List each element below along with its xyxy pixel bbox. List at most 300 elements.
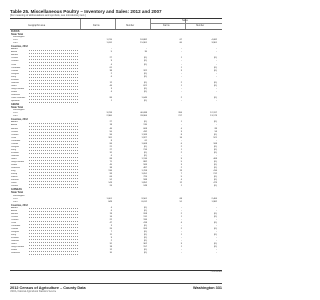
row-value-col1: 45 xyxy=(109,164,112,167)
row-value-col3: 7 xyxy=(180,173,182,176)
row-label: GEESE xyxy=(11,103,20,107)
row-value-col4: (D) xyxy=(213,215,217,218)
row-value-col3: - xyxy=(181,51,182,54)
row-value-col2: (D) xyxy=(143,75,147,78)
table-subtitle: [For meaning of abbreviations and symbols, see introductory text.] xyxy=(10,14,86,17)
row-label: Chelan xyxy=(11,215,18,218)
row-value-col1: 4 xyxy=(110,63,112,66)
row-value-col2: 8,012 xyxy=(141,200,147,203)
row-value-col2: 882 xyxy=(143,161,147,164)
row-value-col4: - xyxy=(216,206,217,209)
row-label: Jefferson xyxy=(11,252,20,255)
row-value-col2: 40,098 xyxy=(140,112,147,115)
row-label: Island xyxy=(11,249,17,252)
row-value-col1: 71 xyxy=(109,161,112,164)
row-value-col4: - xyxy=(216,231,217,234)
row-label: Clallam xyxy=(11,133,19,136)
row-value-col1: 27 xyxy=(109,121,112,124)
row-value-col1: 2 xyxy=(110,72,112,75)
row-value-col1: 27 xyxy=(109,57,112,60)
row-value-col4: (D) xyxy=(213,148,217,151)
row-label: Grant xyxy=(11,84,17,87)
header-col2: Number xyxy=(126,25,135,27)
row-value-col2: 61 xyxy=(144,139,147,142)
row-value-col3: - xyxy=(181,48,182,51)
row-label: Benton xyxy=(11,54,18,57)
row-value-col3: - xyxy=(181,139,182,142)
row-label: Cowlitz xyxy=(11,228,19,231)
row-value-col2: (D) xyxy=(143,206,147,209)
row-value-col2: 1,927 xyxy=(141,136,147,139)
header-col1: Farms xyxy=(93,25,100,27)
row-value-col1: 2,960 xyxy=(106,115,112,118)
row-value-col4: 473 xyxy=(213,182,217,185)
row-value-col2: (D) xyxy=(143,90,147,93)
row-value-col1: 2 xyxy=(110,240,112,243)
row-value-col4: 89 xyxy=(214,127,217,130)
row-value-col4: 168 xyxy=(213,142,217,145)
row-label: Columbia xyxy=(11,66,21,69)
row-value-col4: 521 xyxy=(213,136,217,139)
leader-dots xyxy=(29,254,78,255)
row-value-col4: (D) xyxy=(213,246,217,249)
row-value-col3: 2 xyxy=(180,228,182,231)
row-value-col3: 13 xyxy=(179,170,182,173)
row-value-col2: (D) xyxy=(143,249,147,252)
row-value-col4: (D) xyxy=(213,164,217,167)
row-value-col3: 5 xyxy=(180,161,182,164)
row-value-col3: - xyxy=(181,154,182,157)
row-value-col4: 4,082 xyxy=(211,39,217,42)
row-value-col3: 1 xyxy=(180,185,182,188)
row-value-col1: 143 xyxy=(108,182,112,185)
row-value-col3: 3 xyxy=(180,164,182,167)
row-value-col2: 1,134 xyxy=(141,157,147,160)
row-label: Asotin xyxy=(11,209,18,212)
row-value-col3: - xyxy=(181,225,182,227)
row-label: Douglas xyxy=(11,72,20,75)
row-value-col2: 608 xyxy=(143,127,147,130)
row-value-col3: 3 xyxy=(180,69,182,72)
row-label: Cowlitz xyxy=(11,142,19,145)
row-value-col1: 88 xyxy=(109,157,112,160)
row-value-col2: (D) xyxy=(143,151,147,154)
row-value-col3: 1 xyxy=(180,148,182,151)
row-value-col3: 68 xyxy=(179,197,182,200)
row-value-col2: 322 xyxy=(143,69,147,72)
row-value-col1: 31 xyxy=(109,243,112,246)
row-label: GUINEAS xyxy=(11,188,22,192)
row-value-col4: - xyxy=(216,249,217,252)
row-value-col4: (D) xyxy=(213,179,217,182)
row-value-col3: 1 xyxy=(180,215,182,218)
row-value-col2: (D) xyxy=(143,240,147,243)
row-value-col2: 135 xyxy=(143,124,147,127)
row-value-col3: - xyxy=(181,75,182,78)
row-value-col4: (D) xyxy=(213,234,217,237)
row-label: Asotin xyxy=(11,124,18,127)
row-label: Cowlitz xyxy=(11,69,19,72)
row-value-col4: 53 xyxy=(214,130,217,133)
row-value-col1: 11 xyxy=(109,234,112,237)
row-value-col2: (D) xyxy=(143,154,147,157)
row-value-col4: - xyxy=(216,72,217,75)
row-value-col3: 2 xyxy=(180,97,182,100)
row-value-col1: 86 xyxy=(109,97,112,100)
row-value-col3: - xyxy=(181,209,182,212)
header-sales: Sales xyxy=(182,20,188,22)
row-value-col2: 131 xyxy=(143,215,147,218)
row-value-col4: (D) xyxy=(213,221,217,224)
row-label: Clallam xyxy=(11,218,19,221)
row-value-col3: - xyxy=(181,72,182,75)
row-label: Island xyxy=(11,164,17,167)
row-label: Douglas xyxy=(11,231,20,234)
header-col3: Farms xyxy=(163,25,170,27)
row-label: Klickitat xyxy=(11,179,19,182)
row-value-col1: 7 xyxy=(110,231,112,234)
row-label: Jefferson xyxy=(11,167,20,170)
row-value-col2: 621 xyxy=(143,84,147,87)
row-value-col3: - xyxy=(181,252,182,255)
row-value-col2: (D) xyxy=(143,63,147,66)
row-value-col1: 1,215 xyxy=(106,39,112,42)
row-value-col3: - xyxy=(181,218,182,221)
row-value-col1: 12 xyxy=(109,81,112,84)
row-value-col1: 14 xyxy=(109,215,112,218)
row-value-col3: 2 xyxy=(180,167,182,170)
row-value-col1: 38 xyxy=(109,69,112,72)
row-value-col4: - xyxy=(216,154,217,157)
row-value-col1: 1,031 xyxy=(106,42,112,45)
row-value-col4: 416 xyxy=(213,170,217,173)
row-label: 2012 xyxy=(13,39,18,42)
row-value-col4: - xyxy=(216,63,217,66)
row-value-col3: - xyxy=(181,206,182,209)
row-value-col4: (D) xyxy=(213,161,217,164)
row-value-col1: 3,233 xyxy=(106,112,112,115)
row-value-col4: 13,173 xyxy=(210,115,217,118)
table-title: Table 25. Miscellaneous Poultry – Inventory and Sales: 2012 and 2007 xyxy=(10,9,162,14)
row-value-col1: 849 xyxy=(108,200,112,203)
row-value-col3: 67 xyxy=(179,39,182,42)
row-label: Adams xyxy=(11,206,18,209)
table-body xyxy=(10,30,222,255)
row-value-col3: 4 xyxy=(180,127,182,130)
row-value-col2: 1,051 xyxy=(141,173,147,176)
row-value-col2: 208 xyxy=(143,212,147,215)
row-label: State Total xyxy=(11,191,24,195)
row-label: Kitsap xyxy=(11,173,18,176)
row-label: State Total xyxy=(11,33,24,37)
row-label: Counties, 2012 xyxy=(11,45,28,49)
row-value-col3: 1 xyxy=(180,246,182,249)
row-value-col3: 1 xyxy=(180,66,182,69)
row-value-col1: 3 xyxy=(110,87,112,90)
row-value-col3: 1 xyxy=(180,84,182,87)
row-value-col2: 196 xyxy=(143,218,147,221)
row-label: Grant xyxy=(11,243,17,246)
row-value-col2: (D) xyxy=(143,237,147,240)
row-label: Spokane xyxy=(11,100,20,103)
row-value-col4: (D) xyxy=(213,228,217,231)
row-value-col2: (D) xyxy=(143,252,147,255)
row-value-col1: 18 xyxy=(109,246,112,249)
row-value-col4: (D) xyxy=(213,243,217,246)
row-value-col1: 1 xyxy=(110,100,112,103)
row-label: Kittitas xyxy=(11,176,18,179)
row-value-col3: 3 xyxy=(180,243,182,246)
row-value-col3: - xyxy=(181,240,182,243)
continued-note: --continued xyxy=(210,271,222,273)
row-value-col3: 1 xyxy=(180,57,182,60)
row-label: Garfield xyxy=(11,81,19,84)
row-value-col2: (D) xyxy=(143,145,147,148)
row-value-col1: 55 xyxy=(109,130,112,133)
row-label: DUCKS xyxy=(11,30,20,33)
row-value-col2: 1,708 xyxy=(141,170,147,173)
row-label: Ferry xyxy=(11,148,17,151)
row-value-col1: 22 xyxy=(109,218,112,221)
footer-source: 2012 Census of Agriculture – County Data xyxy=(10,286,86,290)
row-label: Jefferson xyxy=(11,93,20,96)
row-value-col4: - xyxy=(216,51,217,54)
row-value-col4: - xyxy=(216,100,217,103)
row-label: Clallam xyxy=(11,60,19,63)
row-value-col2: 1,046 xyxy=(141,97,147,100)
row-label: Clark xyxy=(11,221,17,224)
row-value-col4: 212 xyxy=(213,173,217,176)
row-value-col4: - xyxy=(216,48,217,51)
row-value-col2: 418 xyxy=(143,221,147,224)
row-value-col1: 21 xyxy=(109,145,112,148)
row-value-col2: 487 xyxy=(143,167,147,170)
row-value-col2: (D) xyxy=(143,121,147,124)
row-value-col2: 593 xyxy=(143,164,147,167)
row-label: Clark xyxy=(11,136,17,139)
row-label: Washington xyxy=(13,109,25,112)
row-value-col1: 4 xyxy=(110,206,112,209)
row-value-col1: 31 xyxy=(109,151,112,154)
table-header xyxy=(10,19,222,30)
row-value-col2: (D) xyxy=(143,234,147,237)
row-value-col4: - xyxy=(216,252,217,255)
row-value-col2: (D) xyxy=(143,225,147,227)
row-value-col2: (D) xyxy=(143,100,147,103)
row-value-col4: - xyxy=(216,225,217,227)
row-value-col3: 2 xyxy=(180,145,182,148)
row-value-col4: - xyxy=(216,60,217,63)
row-value-col3: 2 xyxy=(180,151,182,154)
row-value-col3: - xyxy=(181,60,182,63)
row-label: Ferry xyxy=(11,75,17,78)
row-value-col1: 19 xyxy=(109,212,112,215)
row-value-col3: 1 xyxy=(180,121,182,124)
row-label: Garfield xyxy=(11,240,19,243)
row-label: Asotin xyxy=(11,51,18,54)
row-label: Grays Harbor xyxy=(11,87,25,90)
row-label: Counties, 2012 xyxy=(11,118,28,122)
row-label: Benton xyxy=(11,127,18,130)
row-value-col2: 1,008 xyxy=(141,142,147,145)
row-value-col1: 94 xyxy=(109,133,112,136)
row-value-col2: (D) xyxy=(143,209,147,212)
table-row xyxy=(10,252,222,255)
footer-page-number: Washington 331 xyxy=(193,286,222,290)
row-value-col4: - xyxy=(216,75,217,78)
row-value-col3: - xyxy=(181,90,182,93)
row-label: Lincoln xyxy=(11,185,18,188)
row-value-col2: (D) xyxy=(143,57,147,60)
row-value-col4: (D) xyxy=(213,81,217,84)
row-value-col2: 35 xyxy=(144,51,147,54)
row-value-col2: 9,561 xyxy=(141,197,147,200)
row-value-col2: 598 xyxy=(143,179,147,182)
row-value-col4: (D) xyxy=(213,133,217,136)
footer-agency: USDA, National Agricultural Statistics Service xyxy=(10,291,57,293)
row-value-col1: 9 xyxy=(110,60,112,63)
row-value-col4: (D) xyxy=(213,57,217,60)
row-value-col3: 266 xyxy=(178,112,182,115)
row-value-col1: 3 xyxy=(110,225,112,227)
row-value-col1: 10 xyxy=(109,252,112,255)
row-value-col2: 1,183 xyxy=(141,133,147,136)
row-value-col2: 248 xyxy=(143,185,147,188)
row-value-col4: - xyxy=(216,90,217,93)
row-label: Garfield xyxy=(11,154,19,157)
row-value-col2: 302 xyxy=(143,243,147,246)
row-label: Columbia xyxy=(11,139,21,142)
row-value-col2: (D) xyxy=(143,72,147,75)
header-stub: Geographic area xyxy=(28,25,46,27)
row-value-col3: 217 xyxy=(178,115,182,118)
row-value-col4: - xyxy=(216,124,217,127)
row-label: 2012 xyxy=(13,197,18,200)
row-value-col3: - xyxy=(181,124,182,127)
row-value-col2: 432 xyxy=(143,130,147,133)
row-value-col4: - xyxy=(216,87,217,90)
row-value-col3: 9 xyxy=(180,157,182,160)
row-value-col1: 93 xyxy=(109,173,112,176)
row-label: Franklin xyxy=(11,237,19,240)
row-value-col3: 12 xyxy=(179,182,182,185)
row-label: 2007 xyxy=(13,115,18,118)
row-value-col2: 1,852 xyxy=(141,182,147,185)
row-value-col1: 4 xyxy=(110,90,112,93)
row-value-col4: 2,406 xyxy=(211,197,217,200)
row-value-col3: - xyxy=(181,87,182,90)
row-value-col3: 2 xyxy=(180,212,182,215)
row-label: Lewis xyxy=(11,182,17,185)
row-value-col4: - xyxy=(216,218,217,221)
row-value-col1: 6 xyxy=(110,209,112,212)
row-label: Grays Harbor xyxy=(11,246,25,249)
row-value-col1: 44 xyxy=(109,84,112,87)
row-value-col1: 8 xyxy=(110,139,112,142)
row-label: Washington xyxy=(13,36,25,39)
row-value-col2: 15,961 xyxy=(140,42,147,45)
row-label: Ferry xyxy=(11,234,17,237)
row-value-col2: 216 xyxy=(143,148,147,151)
row-value-col3: - xyxy=(181,100,182,103)
row-label: Franklin xyxy=(11,151,19,154)
row-value-col1: 38 xyxy=(109,167,112,170)
row-value-col1: 1,001 xyxy=(106,197,112,200)
row-value-col3: 8 xyxy=(180,133,182,136)
row-value-col2: 157 xyxy=(143,246,147,249)
row-label: Adams xyxy=(11,121,18,124)
row-value-col4: 12,317 xyxy=(210,112,217,115)
row-value-col4: - xyxy=(216,209,217,212)
row-value-col2: - xyxy=(146,48,147,51)
row-label: Franklin xyxy=(11,78,19,81)
row-value-col1: 61 xyxy=(109,66,112,69)
row-value-col4: 408 xyxy=(213,157,217,160)
row-value-col1: - xyxy=(111,48,112,51)
row-label: State Total xyxy=(11,106,24,110)
row-value-col3: - xyxy=(181,231,182,234)
row-value-col1: 9 xyxy=(110,237,112,240)
row-value-col4: 3,961 xyxy=(211,42,217,45)
row-value-col1: 18 xyxy=(109,124,112,127)
row-value-col4: - xyxy=(216,237,217,240)
row-value-col4: - xyxy=(216,139,217,142)
row-value-col2: (D) xyxy=(143,231,147,234)
row-value-col4: (D) xyxy=(213,151,217,154)
row-label: Grays Harbor xyxy=(11,161,25,164)
row-label: Adams xyxy=(11,48,18,51)
row-value-col1: 5 xyxy=(110,51,112,54)
row-value-col3: 2 xyxy=(180,81,182,84)
row-value-col4: (D) xyxy=(213,84,217,87)
row-value-col3: 14 xyxy=(179,136,182,139)
row-value-col2: 263 xyxy=(143,228,147,231)
row-label: Benton xyxy=(11,212,18,215)
row-value-col1: 27 xyxy=(109,148,112,151)
row-value-col4: (D) xyxy=(213,145,217,148)
row-label: Douglas xyxy=(11,145,20,148)
row-value-col3: 4 xyxy=(180,179,182,182)
row-value-col4: (D) xyxy=(213,97,217,100)
row-value-col3: 51 xyxy=(179,200,182,203)
data-table xyxy=(10,18,222,271)
row-value-col4: 1,982 xyxy=(211,200,217,203)
row-label: Island xyxy=(11,90,17,93)
row-value-col2: 726 xyxy=(143,176,147,179)
row-value-col1: 64 xyxy=(109,176,112,179)
row-value-col1: 46 xyxy=(109,127,112,130)
row-label: King xyxy=(11,170,16,173)
row-value-col1: 24 xyxy=(109,185,112,188)
row-value-col2: (D) xyxy=(143,87,147,90)
row-label: Counties, 2012 xyxy=(11,203,28,207)
header-col4: Number xyxy=(196,25,205,27)
row-label: Clark xyxy=(11,63,17,66)
row-value-col3: 4 xyxy=(180,221,182,224)
row-value-col4: (D) xyxy=(213,212,217,215)
row-value-col2: (D) xyxy=(143,81,147,84)
row-value-col1: 84 xyxy=(109,142,112,145)
row-value-col1: 52 xyxy=(109,179,112,182)
row-label: 2007 xyxy=(13,200,18,203)
row-value-col3: 60 xyxy=(179,42,182,45)
row-value-col1: 47 xyxy=(109,221,112,224)
row-value-col2: 18,882 xyxy=(140,39,147,42)
row-value-col3: 6 xyxy=(180,142,182,145)
row-value-col1: 181 xyxy=(108,136,112,139)
row-value-col3: - xyxy=(181,249,182,252)
row-value-col1: 136 xyxy=(108,170,112,173)
